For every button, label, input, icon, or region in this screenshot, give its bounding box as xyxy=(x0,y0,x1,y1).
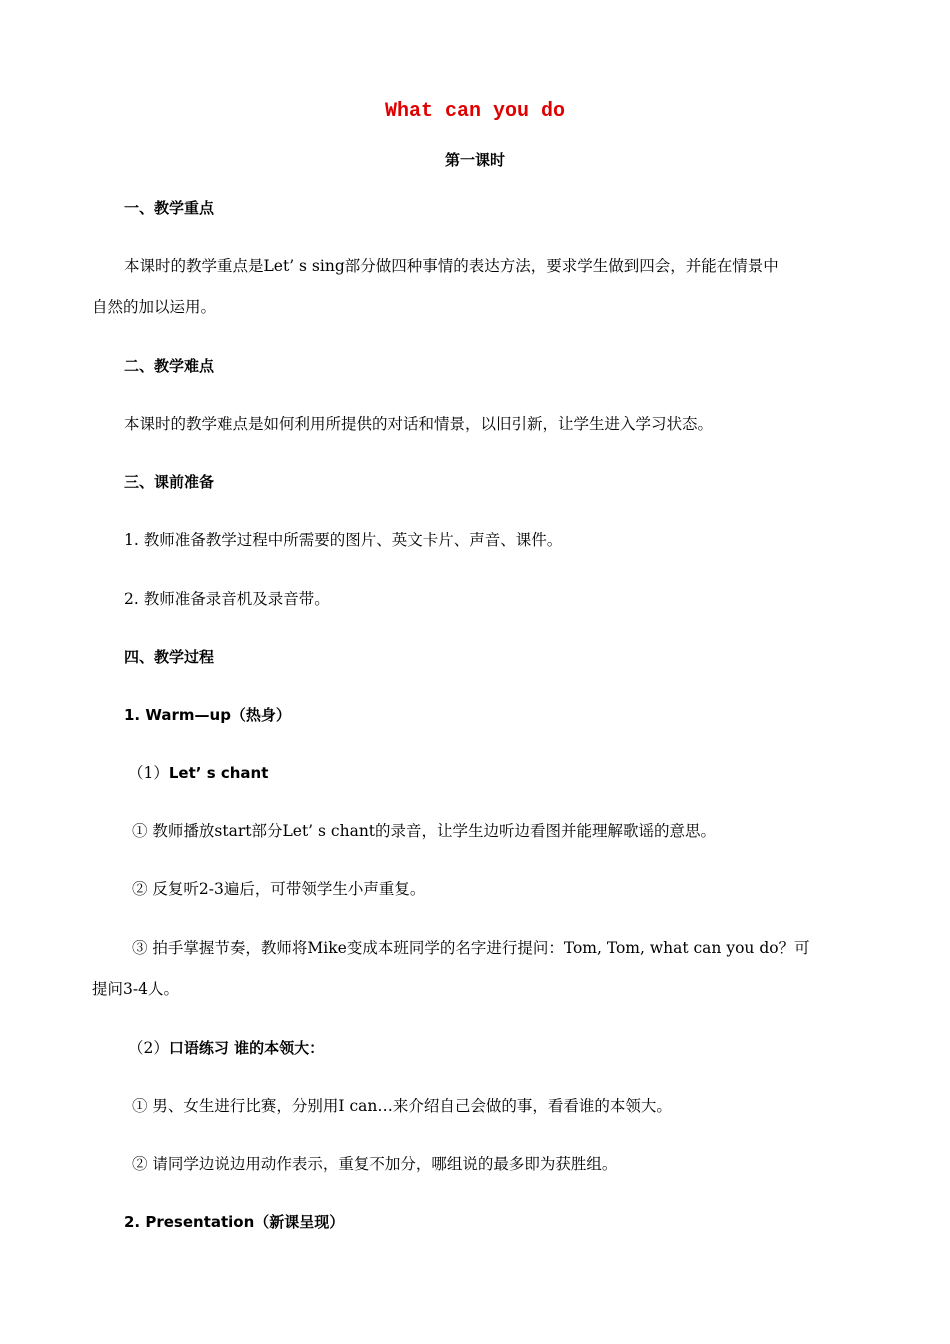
paragraph-key-points-line1: 本课时的教学重点是Let’ s sing部分做四种事情的表达方法，要求学生做到四会，并能在情景中 xyxy=(124,257,779,275)
document-subtitle: 第一课时 xyxy=(444,151,505,169)
subheading-presentation: 2. Presentation（新课呈现） xyxy=(124,1213,345,1231)
paragraph-difficulties: 本课时的教学难点是如何利用所提供的对话和情景，以旧引新，让学生进入学习状态。 xyxy=(124,415,714,433)
step-oral-2: ② 请同学边说边用动作表示，重复不加分，哪组说的最多即为获胜组。 xyxy=(132,1155,618,1173)
item-oral-practice xyxy=(128,1037,324,1059)
item-lets-chant-prefix: （1） xyxy=(128,764,169,782)
section-heading-difficulties: 二、教学难点 xyxy=(124,357,215,375)
step-chant-3-line1: ③ 拍手掌握节奏，教师将Mike变成本班同学的名字进行提问：Tom, Tom, what can you do？可 xyxy=(132,939,810,957)
section-heading-preparation: 三、课前准备 xyxy=(124,473,215,491)
item-oral-practice-label: 口语练习 谁的本领大： xyxy=(168,1039,325,1057)
item-oral-practice-prefix: （2） xyxy=(128,1039,169,1057)
step-chant-1: ① 教师播放start部分Let’ s chant的录音，让学生边听边看图并能理解歌谣的意思。 xyxy=(132,822,717,840)
step-oral-1: ① 男、女生进行比赛，分别用I can…来介绍自己会做的事，看看谁的本领大。 xyxy=(132,1097,672,1115)
subheading-warm-up: 1. Warm—up（热身） xyxy=(124,706,291,724)
paragraph-key-points-line2: 自然的加以运用。 xyxy=(92,298,217,316)
item-lets-chant-label: Let’ s chant xyxy=(168,764,269,782)
list-item-preparation-2: 2. 教师准备录音机及录音带。 xyxy=(124,590,330,608)
step-chant-3-line2: 提问3-4人。 xyxy=(92,980,179,998)
list-item-preparation-1: 1. 教师准备教学过程中所需要的图片、英文卡片、声音、课件。 xyxy=(124,531,563,549)
item-lets-chant xyxy=(128,762,268,784)
step-chant-2: ② 反复听2-3遍后，可带领学生小声重复。 xyxy=(132,880,426,898)
section-heading-key-points: 一、教学重点 xyxy=(124,199,215,217)
section-heading-procedure: 四、教学过程 xyxy=(124,648,215,666)
document-title: What can you do xyxy=(384,100,566,123)
